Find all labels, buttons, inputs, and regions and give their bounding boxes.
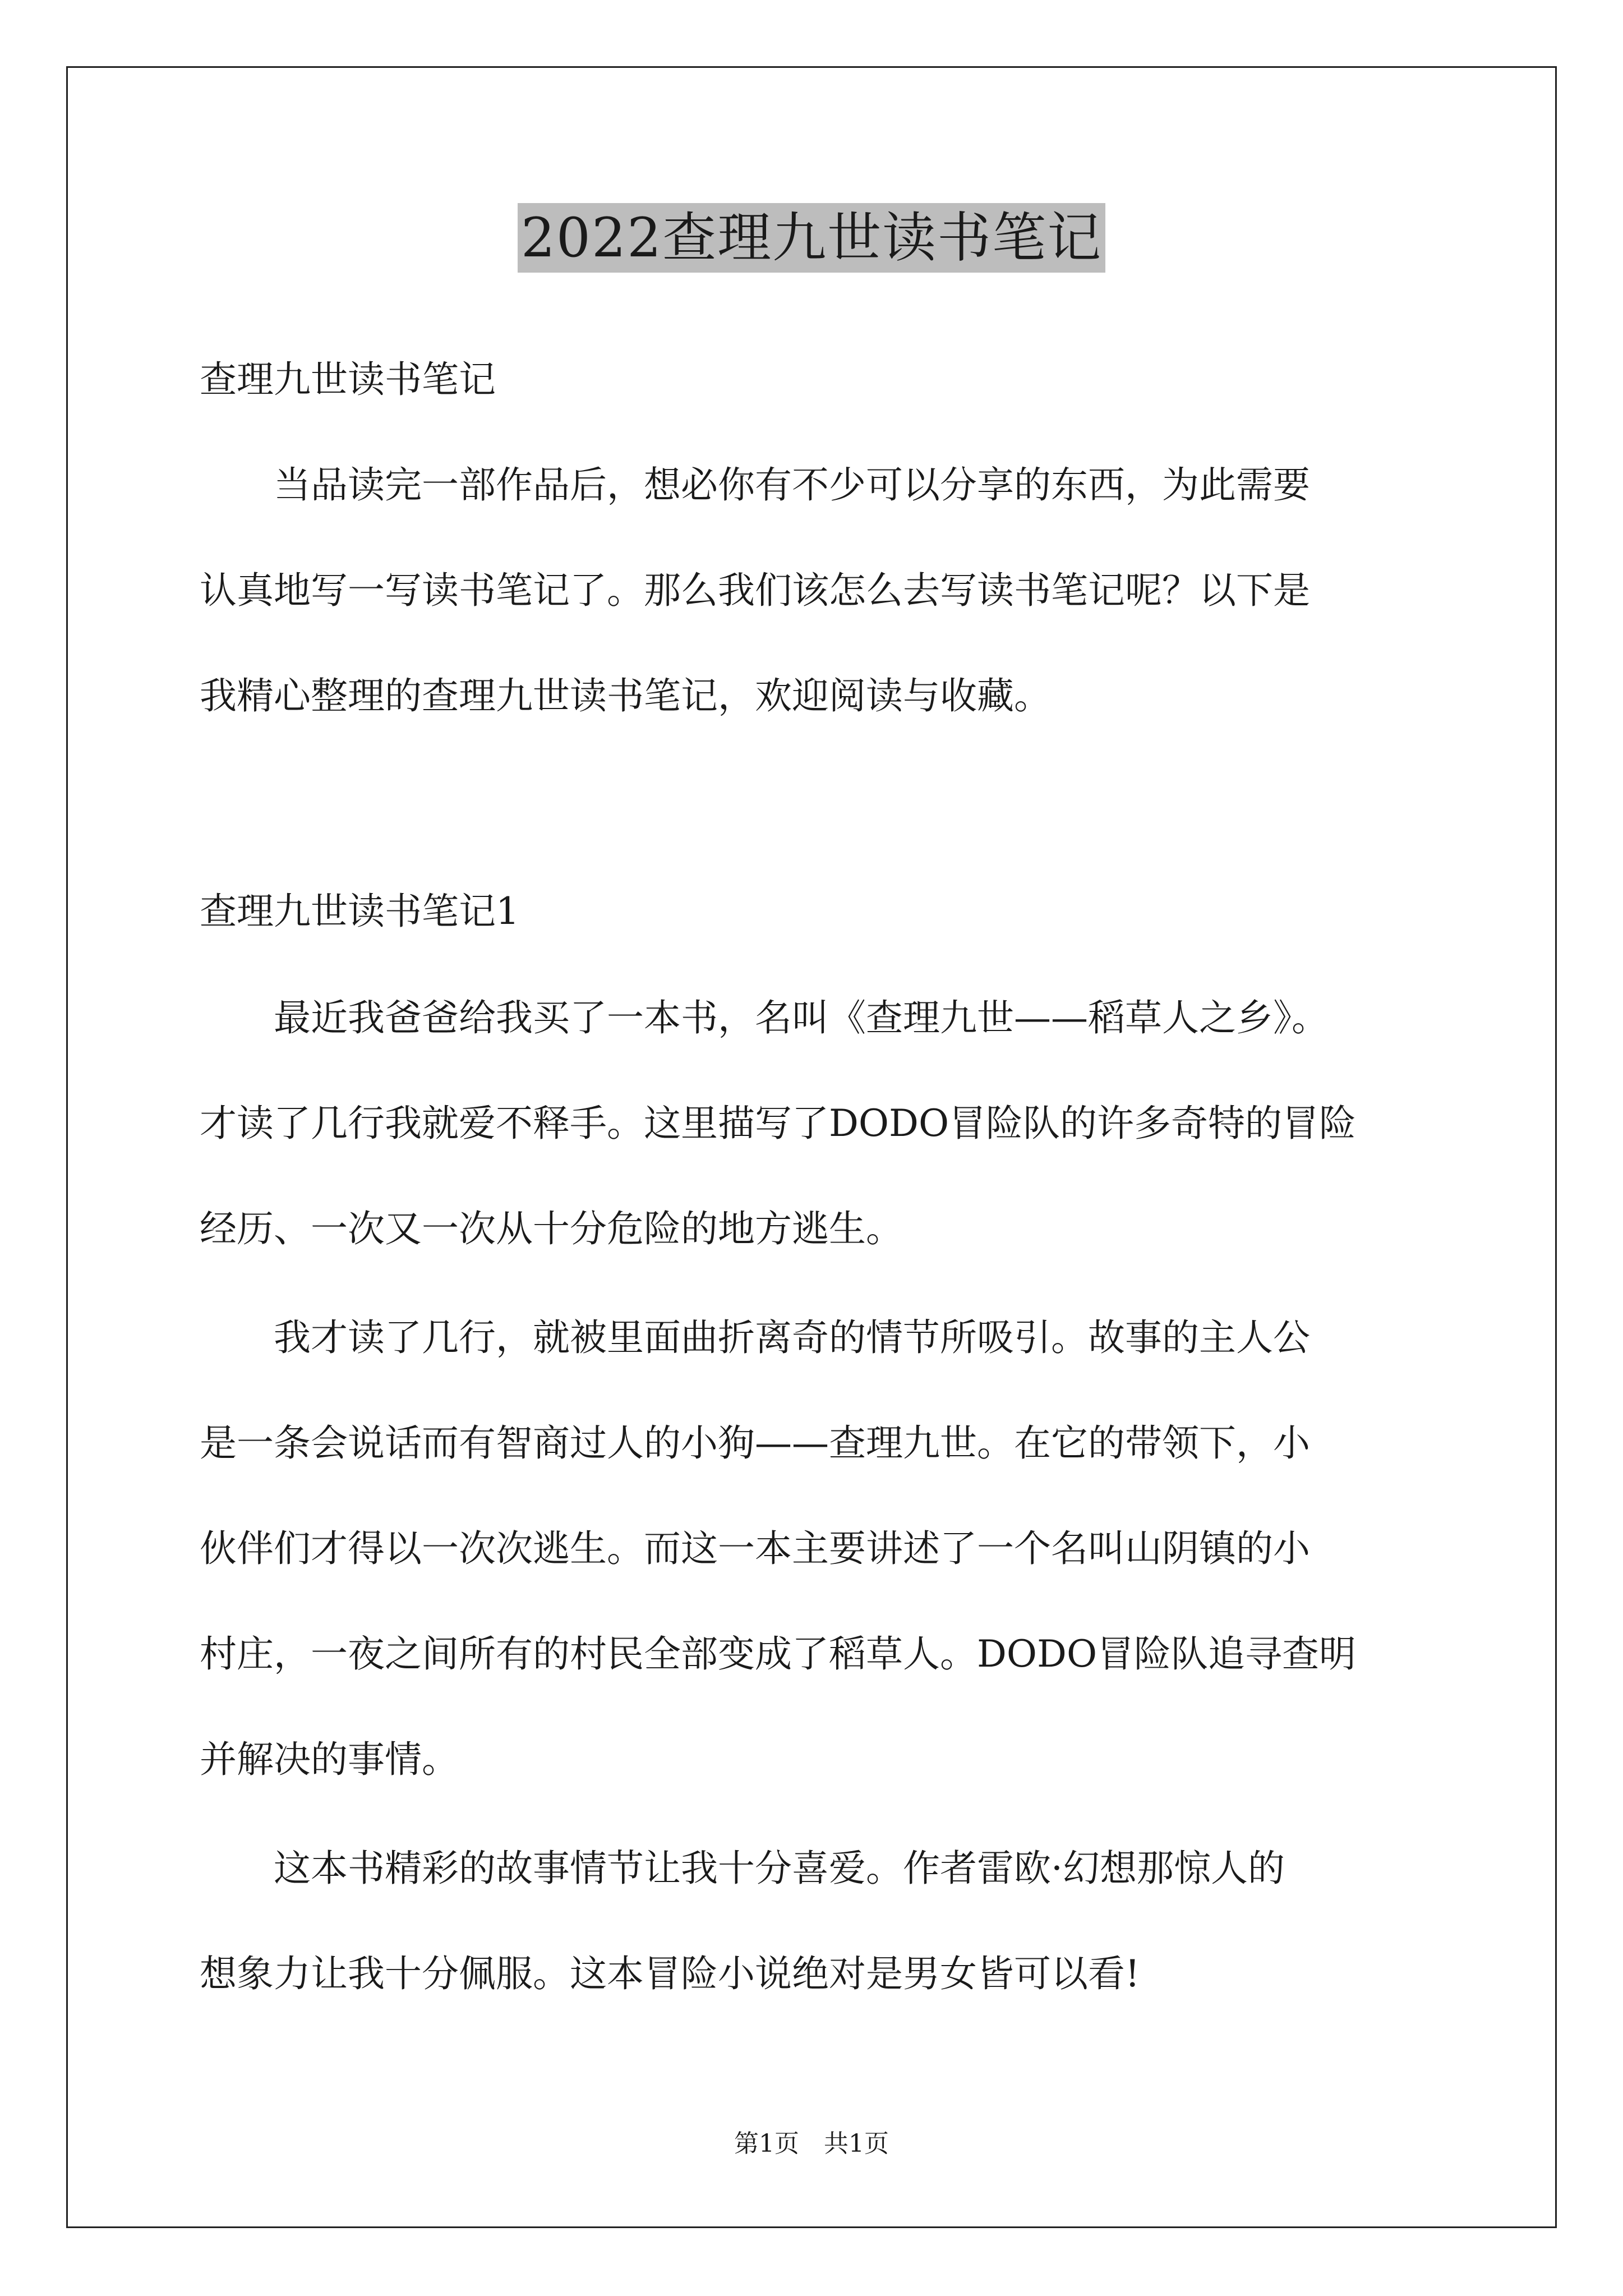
page-number-footer: 第1页 共1页 bbox=[734, 2129, 889, 2158]
paragraph-line: 村庄，一夜之间所有的村民全部变成了稻草人。DODO冒险队追寻查明 bbox=[200, 1632, 1357, 1676]
paragraph-line: 并解决的事情。 bbox=[200, 1738, 459, 1781]
intro-line-1: 当品读完一部作品后，想必你有不少可以分享的东西，为此需要 bbox=[200, 463, 1310, 507]
paragraph-line: 伙伴们才得以一次次逃生。而这一本主要讲述了一个名叫山阴镇的小 bbox=[200, 1527, 1310, 1570]
title-container bbox=[0, 203, 1623, 273]
document-heading: 查理九世读书笔记 bbox=[200, 358, 496, 401]
paragraph-line: 经历、一次又一次从十分危险的地方逃生。 bbox=[200, 1207, 903, 1250]
paragraph-line: 是一条会说话而有智商过人的小狗——查理九世。在它的带领下，小 bbox=[200, 1421, 1310, 1465]
section-heading: 查理九世读书笔记1 bbox=[200, 890, 519, 933]
paragraph-line: 想象力让我十分佩服。这本冒险小说绝对是男女皆可以看! bbox=[200, 1952, 1140, 1995]
paragraph-line: 这本书精彩的故事情节让我十分喜爱。作者雷欧·幻想那惊人的 bbox=[200, 1847, 1285, 1890]
paragraph-line: 最近我爸爸给我买了一本书，名叫《查理九世——稻草人之乡》。 bbox=[200, 996, 1329, 1039]
paragraph-line: 我才读了几行，就被里面曲折离奇的情节所吸引。故事的主人公 bbox=[200, 1316, 1310, 1359]
intro-line-3: 我精心整理的查理九世读书笔记，欢迎阅读与收藏。 bbox=[200, 674, 1051, 717]
document-title: 2022查理九世读书笔记 bbox=[518, 203, 1105, 273]
intro-line-2: 认真地写一写读书笔记了。那么我们该怎么去写读书笔记呢？以下是 bbox=[200, 569, 1310, 612]
paragraph-line: 才读了几行我就爱不释手。这里描写了DODO冒险队的许多奇特的冒险 bbox=[200, 1102, 1357, 1145]
